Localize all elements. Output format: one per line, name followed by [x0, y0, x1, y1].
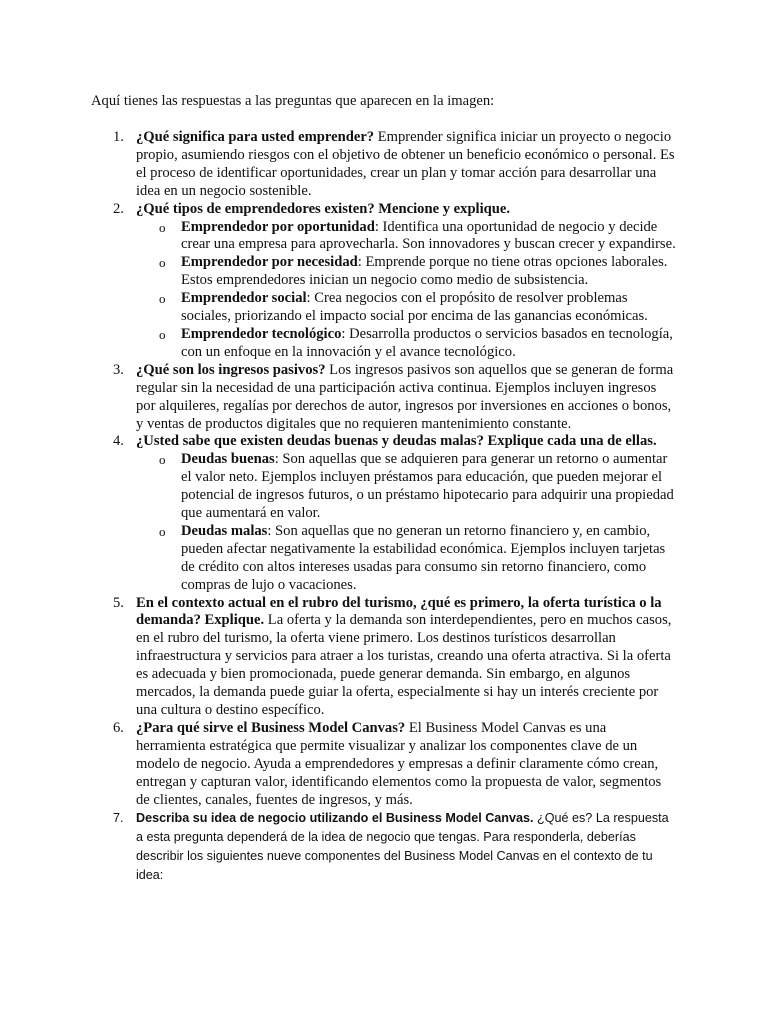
- question-title: En el contexto actual en el rubro del turismo, ¿qué es primero, la oferta turística o la demanda? Explique.: [136, 594, 662, 629]
- question-title: ¿Para qué sirve el Business Model Canvas?: [136, 719, 406, 736]
- question-7: [0, 809, 676, 885]
- question-number: 2.: [113, 200, 124, 217]
- question-number: 7.: [113, 811, 124, 826]
- question-number: 5.: [113, 594, 124, 611]
- answer-text: El Business Model Canvas es una herramienta estratégica que permite visualizar y analizar los componentes clave de un modelo de negocio. Ayuda a emprendedores y empresas a definir claramente cómo crean, entregan y capturan valor, identificando elementos como la propuesta de valor, segmentos de clientes, canales, fuentes de ingresos, y más.: [136, 719, 662, 808]
- item-text: : Identifica una oportunidad de negocio y decide crear una empresa para aprovecharla. Son innovadores y buscan crecer y expandirse.: [181, 218, 676, 253]
- answer-text: Los ingresos pasivos son aquellos que se generan de forma regular sin la necesidad de una participación activa continua. Ejemplos incluyen ingresos por alquileres, regalías por derechos de autor, ingresos por inversiones en acciones o bonos, y ventas de productos digitales que no requieren mantenimiento constante.: [136, 361, 674, 432]
- answer-text: La oferta y la demanda son interdependientes, pero en muchos casos, en el rubro del turismo, la oferta viene primero. Los destinos turísticos desarrollan infraestructura y servicios para atraer a los turistas, creando una oferta atractiva. Si la oferta es adecuada y bien promocionada, puede generar demanda. Sin embargo, en algunos mercados, la demanda puede guiar la oferta, especialmente si hay un interés creciente por una cultura o destino específico.: [136, 612, 672, 718]
- list-item: [136, 254, 676, 290]
- question-1: [0, 129, 676, 201]
- list-item: [136, 219, 676, 255]
- question-title: ¿Qué significa para usted emprender?: [136, 129, 375, 145]
- list-item: [136, 326, 676, 362]
- question-4: [0, 433, 676, 594]
- item-title: Emprendedor por oportunidad: [181, 218, 375, 235]
- item-title: Emprendedor por necesidad: [181, 254, 358, 271]
- bullet-icon: o: [159, 255, 166, 271]
- item-text: : Crea negocios con el propósito de resolver problemas sociales, priorizando el impacto social por encima de las ganancias económicas.: [181, 290, 648, 325]
- question-2: [0, 201, 676, 362]
- item-title: Emprendedor tecnológico: [181, 325, 342, 342]
- question-title: ¿Qué son los ingresos pasivos?: [136, 361, 326, 378]
- item-title: Deudas malas: [181, 522, 268, 539]
- item-text: : Son aquellas que se adquieren para generar un retorno o aumentar el valor neto. Ejemplos incluyen préstamos para educación, que pueden mejorar el potencial de ingresos futuros, o un préstamo hipotecario para adquirir una propiedad que aumentará en valor.: [181, 451, 674, 522]
- question-list: [0, 129, 768, 885]
- question-title: Describa su idea de negocio utilizando el Business Model Canvas.: [136, 811, 534, 826]
- list-item: [136, 523, 676, 595]
- item-title: Emprendedor social: [181, 290, 307, 307]
- intro-text: Aquí tienes las respuestas a las preguntas que aparecen en la imagen:: [91, 93, 495, 109]
- question-number: 4.: [113, 433, 124, 450]
- bullet-icon: o: [159, 452, 166, 468]
- answer-text: ¿Qué es? La respuesta a esta pregunta dependerá de la idea de negocio que tengas. Para responderla, deberías describir los siguientes nueve componentes del Business Model Canvas en el contexto de tu idea:: [136, 811, 669, 883]
- question-title: ¿Qué tipos de emprendedores existen? Mencione y explique.: [136, 200, 511, 217]
- bullet-icon: o: [159, 523, 166, 539]
- question-number: 3.: [113, 361, 124, 378]
- bullet-icon: o: [159, 219, 166, 235]
- sub-list: [136, 219, 676, 362]
- bullet-icon: o: [159, 291, 166, 307]
- answer-text: Emprender significa iniciar un proyecto o negocio propio, asumiendo riesgos con el objetivo de obtener un beneficio económico o personal. Es el proceso de identificar oportunidades, crear un plan y tomar acción para desarrollar una idea en un negocio sostenible.: [136, 129, 675, 199]
- list-item: [136, 451, 676, 523]
- question-number: 1.: [113, 129, 124, 145]
- question-number: 6.: [113, 719, 124, 736]
- list-item: [136, 290, 676, 326]
- item-title: Deudas buenas: [181, 451, 275, 468]
- item-text: : Desarrolla productos o servicios basados en tecnología, con un enfoque en la innovación y el avance tecnológico.: [181, 325, 673, 360]
- question-5: [0, 595, 676, 720]
- question-3: [0, 362, 676, 434]
- question-title: ¿Usted sabe que existen deudas buenas y deudas malas? Explique cada una de ellas.: [136, 433, 657, 450]
- item-text: : Son aquellas que no generan un retorno financiero y, en cambio, pueden afectar negativamente la estabilidad económica. Ejemplos incluyen tarjetas de crédito con altos intereses usadas para consumo sin retorno financiero, como compras de lujo o vacaciones.: [181, 522, 666, 593]
- bullet-icon: o: [159, 326, 166, 342]
- sub-list: [136, 451, 676, 594]
- item-text: : Emprende porque no tiene otras opciones laborales. Estos emprendedores inician un negocio como medio de subsistencia.: [181, 254, 668, 289]
- question-6: [0, 720, 676, 810]
